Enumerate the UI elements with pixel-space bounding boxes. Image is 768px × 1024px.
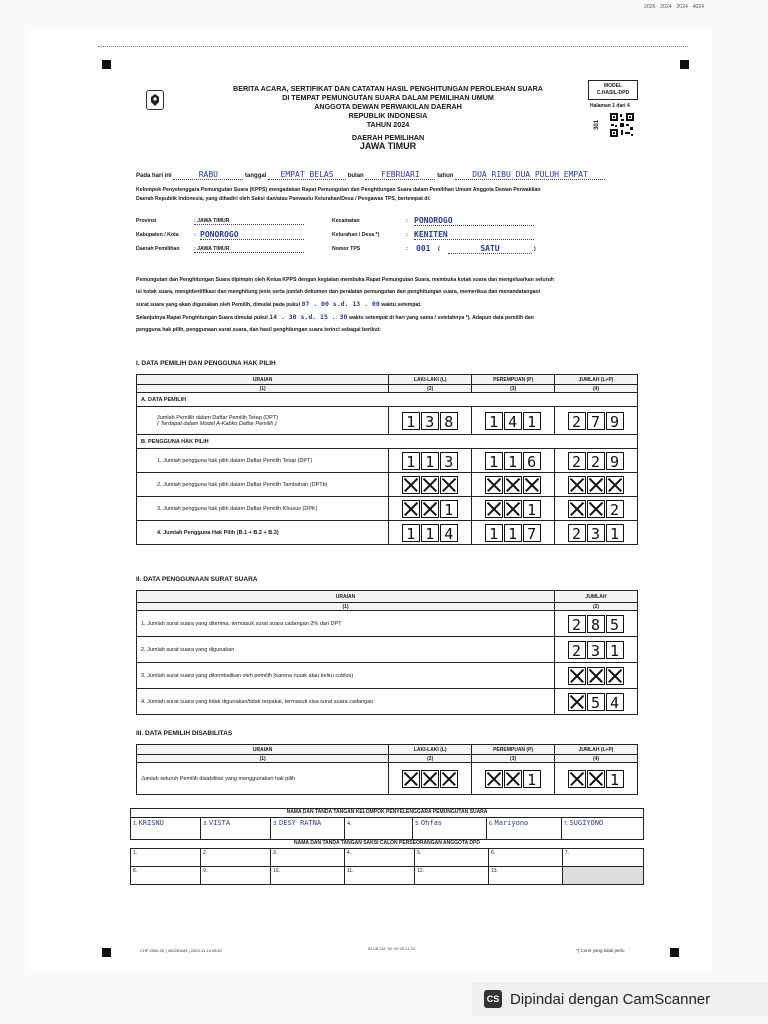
section3-table: [136, 744, 638, 795]
digit-group: [389, 770, 471, 788]
page-indicator: Halaman 1 dari 4: [590, 103, 630, 109]
kpps-signature-5: Ohfas: [420, 819, 442, 827]
kpps-signature-1: KRISNU: [138, 819, 164, 827]
digit-group: [472, 452, 554, 470]
procedure-p3-line: [136, 298, 676, 311]
digit-group: [472, 770, 554, 788]
crossed-digit-box: [606, 667, 624, 685]
corner-marker: [680, 60, 689, 69]
row-b1: 1. Jumlah pengguna hak pilih dalam Daftar Pemilih Tetap (DPT): [137, 449, 389, 473]
pada-hari-ini-label: Pada hari ini: [136, 173, 172, 179]
provinsi-value: : JAWA TIMUR: [194, 218, 304, 225]
camscanner-icon: CS: [484, 990, 502, 1008]
digit-box: 9: [606, 452, 624, 470]
crossed-digit-box: [504, 500, 522, 518]
digit-box: 3: [587, 641, 605, 659]
procedure-text: [136, 274, 676, 336]
row-b2: 2. Jumlah pengguna hak pilih dalam Daftar Pemilih Tambahan (DPTb): [137, 473, 389, 497]
col-num: (2): [555, 603, 638, 611]
crossed-digit-box: [485, 500, 503, 518]
col-jumlah: JUMLAH (L+P): [555, 745, 638, 755]
digit-group: [555, 693, 637, 711]
crossed-digit-box: [587, 500, 605, 518]
model-box: [588, 80, 638, 100]
col-num: (3): [472, 755, 555, 763]
crossed-digit-box: [421, 476, 439, 494]
tps-words: SATU: [448, 244, 532, 254]
digit-box: 7: [523, 524, 541, 542]
crossed-digit-box: [587, 667, 605, 685]
crossed-digit-box: [606, 476, 624, 494]
digit-box: 1: [504, 524, 522, 542]
crossed-digit-box: [421, 500, 439, 518]
row-ii2: 2. Jumlah surat suara yang digunakan: [137, 637, 555, 663]
tps-value: 001: [416, 244, 431, 253]
digit-box: 1: [402, 524, 420, 542]
procedure-p4-line: [136, 311, 676, 324]
saksi-cell: 13.: [488, 867, 562, 885]
row-dpt-label: Jumlah Pemilih dalam Daftar Pemilih Tetap (DPT): [157, 414, 278, 421]
kecamatan-label: Kecamatan: [332, 218, 360, 224]
saksi-cell: 2.: [201, 849, 271, 867]
row-ii3: 3. Jumlah surat suara yang dikembalikan oleh pemilih (karena rusak atau keliru coblos): [137, 663, 555, 689]
kpps-signature-3: DESY RATNA: [279, 819, 322, 827]
header-region: JAWA TIMUR: [359, 141, 417, 151]
procedure-p2: isi kotak suara, mengidentifikasi dan menghitung jenis serta jumlah dokumen dan peralatan pemungutan dan penghitungan suara, memeriksa dan menandatangani: [136, 289, 541, 295]
digit-box: 6: [523, 452, 541, 470]
digit-box: 2: [568, 452, 586, 470]
digit-group: [389, 452, 471, 470]
document-page: [28, 30, 712, 970]
header-line6: DAERAH PEMILIHAN: [351, 133, 425, 142]
procedure-p3-end: waktu setempat.: [381, 302, 422, 308]
crossed-digit-box: [402, 500, 420, 518]
crossed-digit-box: [440, 476, 458, 494]
count-time: 14 . 30 s.d. 15 . 30: [269, 313, 348, 321]
location-block: Provinsi : JAWA TIMUR Kabupaten / Kota : PONOROGO Daerah Pemilihan : JAWA TIMUR Kecamatan : PONOROGO Kelurahan / Desa *) : KENITEN Nomor TPS : 001 ( SATU ): [136, 216, 536, 253]
saksi-cell: 7.: [562, 849, 643, 867]
section-b-title: B. PENGGUNA HAK PILIH: [137, 435, 638, 449]
saksi-cell: 9.: [201, 867, 271, 885]
kpps-signature-row: 1. KRISNU 2. VISTA 3. DESY RATNA 4. 5. Ohfas 6. Mariyono 7. SUGIYONO: [130, 817, 644, 840]
side-code: 301: [594, 119, 601, 131]
kecamatan-value: PONOROGO: [414, 216, 534, 226]
row-ii4: 4. Jumlah surat suara yang tidak digunakan/tidak terpakai, termasuk sisa surat suara cadangan: [137, 689, 555, 715]
digit-box: 1: [606, 524, 624, 542]
procedure-p3: surat suara yang akan digunakan oleh Pemilih, dimulai pada pukul: [136, 302, 301, 308]
bulan-label: bulan: [347, 173, 364, 179]
col-num: (2): [389, 385, 472, 393]
saksi-cell: [562, 867, 643, 885]
col-num: (2): [389, 755, 472, 763]
digit-box: 4: [606, 693, 624, 711]
crossed-digit-box: [568, 667, 586, 685]
crossed-digit-box: [523, 476, 541, 494]
digit-box: 2: [587, 452, 605, 470]
col-uraian: URAIAN: [137, 745, 389, 755]
digit-box: 1: [606, 641, 624, 659]
section1-title: I. DATA PEMILIH DAN PENGGUNA HAK PILIH: [136, 360, 276, 367]
crossed-digit-box: [504, 476, 522, 494]
model-label: MODEL: [603, 83, 623, 89]
header-line3: ANGGOTA DEWAN PERWAKILAN DAERAH: [314, 102, 462, 111]
kpps-signature-7: SUGIYONO: [569, 819, 604, 827]
digit-group: [389, 524, 471, 542]
intro-para2: Daerah Republik Indonesia, yang dihadiri oleh Saksi dan/atau Panwaslu Kelurahan/Desa / Pengawas TPS, bertempat di:: [136, 196, 431, 202]
saksi-cell: 11.: [344, 867, 414, 885]
crossed-digit-box: [485, 476, 503, 494]
digit-group: [555, 667, 637, 685]
digit-box: 3: [587, 524, 605, 542]
kpps-signature-6: Mariyono: [494, 819, 529, 827]
header-line1: BERITA ACARA, SERTIFIKAT DAN CATATAN HASIL PENGHITUNGAN PEROLEHAN SUARA: [233, 84, 543, 93]
digit-box: 9: [606, 412, 624, 430]
digit-group: [389, 412, 471, 430]
digit-box: 1: [523, 500, 541, 518]
camscanner-label: Dipindai dengan CamScanner: [510, 990, 711, 1008]
header-line5: TAHUN 2024: [366, 120, 410, 129]
digit-group: [389, 476, 471, 494]
tahun-value: DUA RIBU DUA PULUH EMPAT: [455, 170, 605, 180]
digit-box: 1: [402, 452, 420, 470]
saksi-cell: 8.: [131, 867, 201, 885]
footer-note: *) Coret yang tidak perlu: [576, 948, 625, 953]
procedure-p4-end: waktu setempat di hari yang sama / setelahnya *). Adapun data pemilih dan: [348, 315, 534, 321]
saksi-cell: 10.: [271, 867, 345, 885]
corner-marker: [670, 948, 679, 957]
procedure-p4: Selanjutnya Rapat Penghitungan Suara dimulai pukul: [136, 315, 268, 321]
saksi-signature-table: [130, 848, 644, 885]
start-time: 07 . 00 s.d. 13 . 00: [301, 300, 380, 308]
digit-group: [472, 476, 554, 494]
col-jumlah: JUMLAH: [555, 591, 638, 603]
digit-box: 2: [568, 524, 586, 542]
section-a-title: A. DATA PEMILIH: [137, 393, 638, 407]
kelurahan-label: Kelurahan / Desa *): [332, 232, 380, 238]
intro-para1: Kelompok Penyelenggara Pemungutan Suara (KPPS) mengadakan Rapat Pemungutan dan Penghitungan Suara dalam Pemilihan Umum Anggota Dewan Perwakilan: [136, 187, 541, 193]
digit-group: [555, 476, 637, 494]
camscanner-watermark: [472, 982, 768, 1016]
saksi-cell: 4.: [344, 849, 414, 867]
col-num: (1): [137, 755, 389, 763]
section3-title: III. DATA PEMILIH DISABILITAS: [136, 730, 233, 737]
document-header: [188, 84, 588, 151]
section2-title: II. DATA PENGGUNAAN SURAT SUARA: [136, 576, 258, 583]
crossed-digit-box: [568, 476, 586, 494]
digit-box: 5: [606, 615, 624, 633]
digit-group: [555, 615, 637, 633]
footer-mid-code: BLUB 2M, 30. 09 05-11-02: [368, 946, 416, 951]
crossed-digit-box: [440, 770, 458, 788]
digit-box: 8: [587, 615, 605, 633]
tps-label: Nomor TPS: [332, 246, 361, 252]
col-num: (1): [137, 385, 389, 393]
col-jumlah: JUMLAH (L+P): [555, 375, 638, 385]
page-top-border: [98, 46, 688, 47]
tahun-label: tahun: [437, 173, 454, 179]
saksi-cell: 1.: [131, 849, 201, 867]
corner-marker: [102, 948, 111, 957]
crossed-digit-box: [568, 500, 586, 518]
digit-box: 1: [504, 452, 522, 470]
digit-box: 5: [587, 693, 605, 711]
kpu-logo: [146, 90, 164, 110]
digit-box: 2: [568, 412, 586, 430]
digit-box: 1: [606, 770, 624, 788]
dapil-label: Daerah Pemilihan: [136, 246, 180, 252]
saksi-signature-title: NAMA DAN TANDA TANGAN SAKSI CALON PERSEORANGAN ANGGOTA DPD: [294, 840, 480, 846]
digit-box: 2: [606, 500, 624, 518]
tanggal-label: tanggal: [245, 173, 267, 179]
col-perempuan: PEREMPUAN (P): [472, 375, 555, 385]
top-strip-text: 2026 · 2024 · 2024 · 4024: [644, 4, 704, 10]
row-b3: 3. Jumlah pengguna hak pilih dalam Daftar Pemilih Khusus (DPK): [137, 497, 389, 521]
signature-section: [130, 808, 644, 885]
qr-code-icon: [609, 112, 635, 138]
crossed-digit-box: [504, 770, 522, 788]
digit-group: [555, 412, 637, 430]
hari-value: RABU: [173, 170, 243, 180]
crossed-digit-box: [568, 693, 586, 711]
row-disabilitas: Jumlah seluruh Pemilih disabilitas yang menggunakan hak pilih: [137, 763, 389, 795]
digit-box: 3: [421, 412, 439, 430]
crossed-digit-box: [402, 476, 420, 494]
digit-box: 1: [523, 412, 541, 430]
kpps-signature-title: NAMA DAN TANDA TANGAN KELOMPOK PENYELENGGARA PEMUNGUTAN SUARA: [130, 808, 644, 817]
header-line2: DI TEMPAT PEMUNGUTAN SUARA DALAM PEMILIHAN UMUM: [282, 93, 494, 102]
col-laki: LAKI-LAKI (L): [389, 745, 472, 755]
digit-box: 3: [440, 452, 458, 470]
saksi-cell: 5.: [415, 849, 489, 867]
bulan-value: FEBRUARI: [365, 170, 435, 180]
col-num: (4): [555, 385, 638, 393]
digit-box: 1: [402, 412, 420, 430]
crossed-digit-box: [568, 770, 586, 788]
digit-box: 8: [440, 412, 458, 430]
crossed-digit-box: [402, 770, 420, 788]
digit-group: [555, 500, 637, 518]
digit-group: [472, 412, 554, 430]
digit-group: [555, 770, 637, 788]
digit-box: 4: [504, 412, 522, 430]
provinsi-label: Provinsi: [136, 218, 157, 224]
section1-table: [136, 374, 638, 545]
saksi-cell: 12.: [415, 867, 489, 885]
digit-box: 1: [421, 524, 439, 542]
section2-table: [136, 590, 638, 715]
kelurahan-value: KENITEN: [414, 230, 534, 240]
saksi-cell: 6.: [488, 849, 562, 867]
model-code: C.HASIL-DPD: [596, 90, 630, 96]
intro-paragraph: [136, 186, 666, 204]
digit-box: 4: [440, 524, 458, 542]
digit-group: [472, 500, 554, 518]
procedure-p1: Pemungutan dan Penghitungan Suara dipimpin oleh Ketua KPPS dengan kegiatan membuka Rapat Pemungutan Suara, membuka kotak suara dan mengeluarkan seluruh: [136, 277, 554, 283]
digit-box: 1: [485, 452, 503, 470]
digit-box: 1: [421, 452, 439, 470]
footer-code: CHP 2500-2K | 402261184 | 2023-11-14 08:01: [140, 948, 223, 953]
digit-group: [555, 524, 637, 542]
digit-group: [555, 452, 637, 470]
crossed-digit-box: [421, 770, 439, 788]
header-line4: REPUBLIK INDONESIA: [348, 111, 428, 120]
tanggal-value: EMPAT BELAS: [268, 170, 346, 180]
crossed-digit-box: [587, 770, 605, 788]
row-dpt-sublabel: ( Terdapat dalam Model A-Kabko Daftar Pemilih ): [157, 420, 277, 427]
kpps-signature-2: VISTA: [209, 819, 231, 827]
digit-box: 7: [587, 412, 605, 430]
crossed-digit-box: [485, 770, 503, 788]
digit-group: [472, 524, 554, 542]
digit-box: 1: [485, 412, 503, 430]
row-ii1: 1. Jumlah surat suara yang diterima, termasuk surat suara cadangan 2% dari DPT: [137, 611, 555, 637]
intro-date-line: [136, 170, 656, 180]
digit-group: [389, 500, 471, 518]
kpu-logo-icon: [149, 93, 161, 107]
corner-marker: [102, 60, 111, 69]
digit-box: 1: [440, 500, 458, 518]
dapil-value: : JAWA TIMUR: [194, 246, 304, 253]
kabupaten-label: Kabupaten / Kota: [136, 232, 179, 238]
col-laki: LAKI-LAKI (L): [389, 375, 472, 385]
row-b4: 4. Jumlah Pengguna Hak Pilih (B.1 + B.2 + B.3): [137, 521, 389, 545]
digit-box: 1: [485, 524, 503, 542]
col-num: (1): [137, 603, 555, 611]
col-uraian: URAIAN: [137, 375, 389, 385]
col-num: (4): [555, 755, 638, 763]
digit-group: [555, 641, 637, 659]
kabupaten-value: PONOROGO: [200, 230, 304, 240]
row-dpt: [137, 407, 389, 435]
digit-box: 2: [568, 641, 586, 659]
col-uraian: URAIAN: [137, 591, 555, 603]
col-perempuan: PEREMPUAN (P): [472, 745, 555, 755]
digit-box: 2: [568, 615, 586, 633]
col-num: (3): [472, 385, 555, 393]
procedure-p5: pengguna hak pilih, penggunaan surat suara, dan hasil penghitungan suara terinci sebagai berikut:: [136, 327, 382, 333]
digit-box: 1: [523, 770, 541, 788]
saksi-cell: 3.: [271, 849, 345, 867]
crossed-digit-box: [587, 476, 605, 494]
